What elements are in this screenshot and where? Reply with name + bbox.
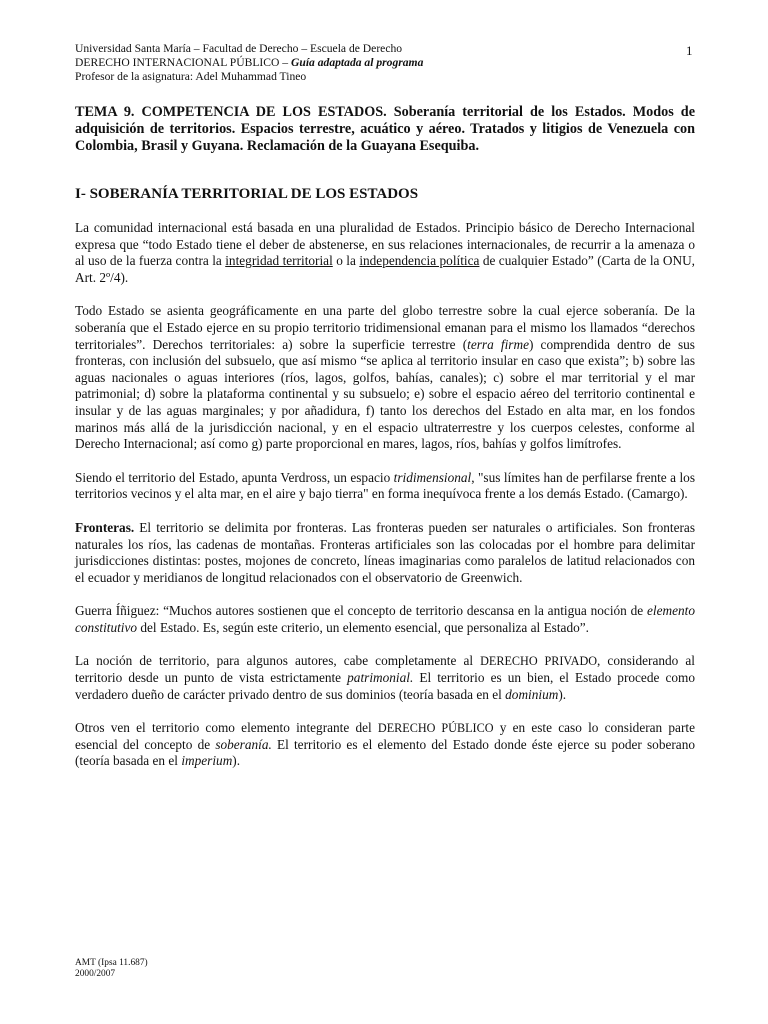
text-run: El territorio es el elemento del Estado donde éste ejerce su poder soberano (teoría basada en el <box>75 736 695 769</box>
footer-years: 2000/2007 <box>75 969 116 979</box>
page-header <box>75 42 695 84</box>
paragraph-1 <box>75 220 695 286</box>
course-title: DERECHO INTERNACIONAL PÚBLICO – <box>75 56 289 69</box>
paragraph-4 <box>75 520 695 586</box>
italic-term: terra firme <box>467 336 529 352</box>
caps-term: DERECHO PÚBLICO <box>377 721 494 736</box>
text-run: , "sus límites han de perfilarse frente a los territorios vecinos y el alta mar, en el aire y bajo tierra" en forma inequívoca frente a los demás Estado. (Camargo). <box>75 469 695 502</box>
text-run: El territorio es un bien, el Estado procede como verdadero dueño de carácter privado dentro de sus dominios (teoría basada en el <box>75 670 695 702</box>
page-footer <box>75 958 148 980</box>
text-run: del Estado. Es, según este criterio, un elemento esencial, que personaliza al Estado”. <box>137 619 589 635</box>
text-run: La comunidad internacional está basada en una pluralidad de Estados. Principio básico de Derecho Internacional expresa que “todo Estado tiene el deber de abstenerse, en sus relaciones internacionales, de recurrir a la amenaza o al uso de la fuerza contra la <box>75 220 695 269</box>
italic-term: soberanía. <box>215 736 272 752</box>
text-run: , considerando al territorio desde un punto de vista estrictamente <box>75 653 695 686</box>
footer-reference: AMT (Ipsa 11.687) <box>75 958 148 968</box>
italic-term: dominium <box>505 686 559 702</box>
underlined-term: integridad territorial <box>225 253 333 269</box>
text-run: de cualquier Estado” (Carta de la ONU, Art. 2º/4). <box>75 253 695 285</box>
text-run: ). <box>558 686 567 702</box>
course-line <box>75 56 695 70</box>
text-run: o la <box>332 253 360 269</box>
text-run: El territorio se delimita por fronteras. Las fronteras pueden ser naturales o artificiales. Son fronteras naturales los ríos, las cadenas de montañas. Fronteras artificiales son las colocadas por el hombre para delimitar jurisdicciones distintas: postes, mojones de concreto, líneas imaginarias como paralelos de latitud relacionados con el ecuador y meridianos de longitud relacionados con el observatorio de Greenwich. <box>75 519 695 585</box>
italic-term: elemento constitutivo <box>75 603 695 635</box>
text-run: ). <box>232 753 241 769</box>
caps-term: DERECHO PRIVADO <box>480 654 598 669</box>
paragraph-6 <box>75 653 695 703</box>
text-run: y en este caso lo consideran parte esencial del concepto de <box>75 720 695 752</box>
topic-title: TEMA 9. COMPETENCIA DE LOS ESTADOS. Soberanía territorial de los Estados. Modos de adquisición de territorios. Espacios terrestre, acuático y aéreo. Tratados y litigios de Venezuela con Colombia, Brasil y Guyana. Reclamación de la Guayana Esequiba. <box>75 104 695 155</box>
professor-line: Profesor de la asignatura: Adel Muhammad Tineo <box>75 70 307 83</box>
text-run: Otros ven el territorio como elemento integrante del <box>75 720 378 736</box>
paragraph-3 <box>75 470 695 503</box>
italic-term: patrimonial. <box>347 670 414 686</box>
page-number: 1 <box>686 43 693 58</box>
paragraph-2 <box>75 303 695 452</box>
document-body <box>75 220 695 787</box>
italic-term: tridimensional <box>393 469 472 485</box>
italic-term: imperium <box>181 753 233 769</box>
guide-subtitle: Guía adaptada al programa <box>291 56 424 69</box>
bold-term: Fronteras. <box>75 519 135 535</box>
paragraph-5 <box>75 603 695 636</box>
text-run: Todo Estado se asienta geográficamente en una parte del globo terrestre sobre la cual ejerce soberanía. De la soberanía que el Estado ejerce en su propio territorio tridimensional emanan para el mismo los llamados “derechos territoriales”. Derechos territoriales: a) sobre la superficie terrestre ( <box>75 303 695 352</box>
text-run: La noción de territorio, para algunos autores, cabe completamente al <box>75 653 481 669</box>
text-run: ) comprendida dentro de sus fronteras, con inclusión del subsuelo, que así mismo “se aplica al territorio insular en caso que exista”; b) sobre las aguas nacionales o aguas interiores (ríos, lagos, golfos, bahías, canales); c) sobre el mar territorial y el mar patrimonial; d) sobre la plataforma continental y su subsuelo; e) sobre el espacio aéreo del territorio continental e insular y de las aguas marginales; y por añadidura, f) tanto los derechos del Estado en alta mar, en los fondos marinos más allá de la jurisdicción nacional, y en el espacio ultraterrestre y los cuerpos celestes, conforme al Derecho Internacional; así como g) parte proporcional en mares, lagos, ríos, bahías y golfos limítrofes. <box>75 336 695 452</box>
text-run: Siendo el territorio del Estado, apunta Verdross, un espacio <box>75 469 394 485</box>
section-heading: I- SOBERANÍA TERRITORIAL DE LOS ESTADOS <box>75 186 419 202</box>
underlined-term: independencia política <box>359 253 480 269</box>
university-line: Universidad Santa María – Facultad de Derecho – Escuela de Derecho <box>75 42 403 55</box>
paragraph-7 <box>75 720 695 770</box>
text-run: Guerra Íñiguez: “Muchos autores sostienen que el concepto de territorio descansa en la antigua noción de <box>75 603 647 619</box>
